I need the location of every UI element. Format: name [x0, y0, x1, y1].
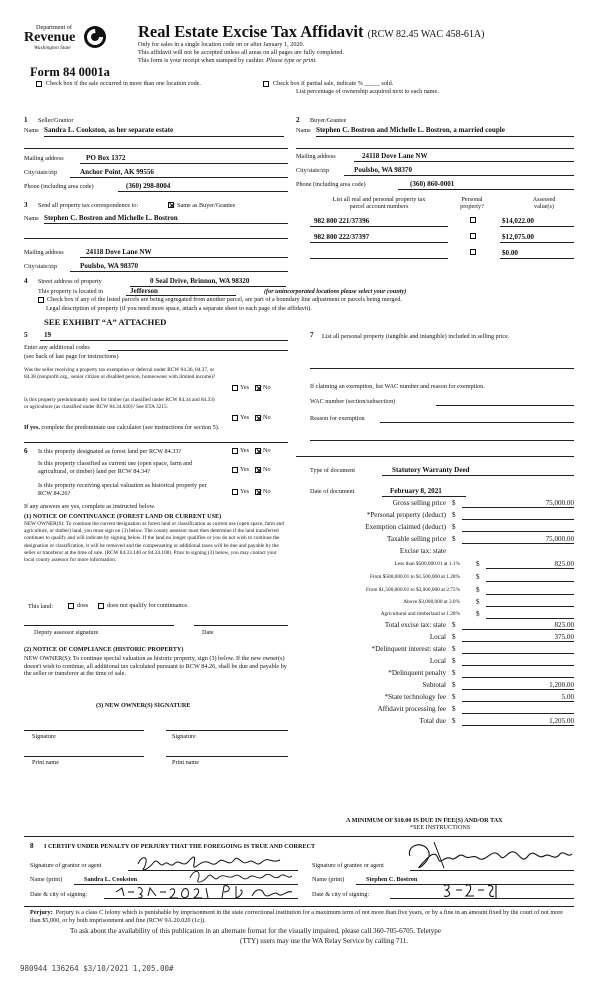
buyer-mail-label: Mailing address [296, 153, 336, 160]
subtotal-dollar-sign: $ [452, 681, 456, 689]
s3-city-label: City/state/zip [24, 263, 57, 270]
parcel-value-2[interactable]: $12,075.00 [502, 233, 534, 241]
grantee-name-print-field[interactable]: Stephen C. Bostron [366, 876, 418, 883]
s6-q1-no-checkbox[interactable] [255, 448, 261, 454]
personal-property-deduct-label: *Personal property (deduct) [366, 511, 446, 519]
s6-q2-yes-checkbox[interactable] [232, 467, 238, 473]
parcel-1-personal-checkbox[interactable] [470, 217, 476, 223]
multi-location-label: Check box if the sale occurred in more than one location code. [46, 80, 201, 87]
s6-question-2: Is this property classified as current use (open space, farm and agricultural, or timber) land per RCW 84.34? [38, 460, 193, 475]
delinquent-penalty-dollar-sign: $ [452, 669, 456, 677]
s5-enter-label: Enter any additional codes [24, 344, 90, 351]
state-technology-fee-value[interactable]: 5.00 [561, 693, 574, 701]
total-excise-state-dollar-sign: $ [452, 621, 456, 629]
parcel-value-3[interactable]: $0.00 [502, 249, 518, 257]
grantor-date-city-label: Date & city of signing: [30, 891, 88, 898]
s5-question-1: Was the seller receiving a property tax exemption or deferral under RCW 84.36, 84.37, or 84.38 (nonprofit org., senior citizen or disabled person, homeowner with limited income)? [24, 367, 216, 380]
taxable-selling-price-label: Taxable selling price [387, 535, 446, 543]
affidavit-processing-fee-label: Affidavit processing fee [377, 705, 446, 713]
s6-q2-yes-label: Yes [240, 466, 250, 473]
total-excise-state-label: Total excise tax: state [384, 621, 446, 629]
sub-line-2: This affidavit will not be accepted unless all areas on all pages are fully completed. [138, 49, 344, 56]
s3-same-label: Same as Buyer/Grantee [177, 202, 236, 209]
tier-4-label: Above $3,000,000 at 3.0% [403, 599, 460, 605]
s6-instruction: If any answers are yes, complete as instructed below. [24, 503, 156, 510]
form-number: Form 84 0001a [30, 65, 110, 79]
s5-q1-yes-checkbox[interactable] [232, 385, 238, 391]
parcel-number-2[interactable]: 982 800 222/37397 [314, 233, 370, 241]
s6-q1-no-label: No [263, 447, 271, 454]
grantee-name-print-label: Name (print) [312, 876, 345, 883]
seller-phone-label: Phone (including area code) [24, 183, 94, 190]
parcel-value-1[interactable]: $14,022.00 [502, 217, 534, 225]
tier-3-dollar-sign: $ [476, 586, 480, 594]
s3-same-checkbox[interactable] [168, 202, 174, 208]
parcel-col-1-head: List all real and personal property tax parcel account numbers [332, 196, 426, 210]
s7-exempt-claim-label: If claiming an exemption, list WAC number and reason for exemption. [310, 383, 485, 390]
s6-question-1: Is this property designated as forest land per RCW 84.33? [38, 448, 182, 455]
owner-signature-2-label: Signature [172, 733, 196, 740]
minimum-due-text: A MINIMUM OF $10.00 IS DUE IN FEE(S) AND/OR TAX [346, 817, 503, 824]
s4-street-label: Street address of property [38, 278, 102, 285]
doc-date-label: Date of document [310, 488, 355, 495]
s6-q2-no-checkbox[interactable] [255, 467, 261, 473]
buyer-city-field[interactable]: Poulsbo, WA 98370 [354, 166, 413, 174]
seller-mail-field[interactable]: PO Box 1372 [86, 154, 126, 162]
dept-line-3: Washington State [34, 45, 71, 51]
s6-notice-1-text: NEW OWNER(S): To continue the current designation as forest land or classification as current use (open space, farm and agriculture, or timber) land, you must sign on (3) below. The county assessor must then determine if the land transferred continues to qualify and will indicate by signing below. If the land no longer qualifies or you do not wish to continue the designation or classification, it will be removed and the compensating or additional taxes will be due and payable by the seller or transferor at the time of sale. (RCW 84.33.140 or 84.34.108). Prior to signing (3) below, you may contact your local county assessor for more information. [24, 521, 284, 564]
s5-if-yes: If yes, complete the predominate use calculator (see instructions for section 5). [24, 424, 220, 431]
tier-5-label: Agricultural and timberland at 1.28% [380, 611, 460, 617]
s6-notice-1-heading: (1) NOTICE OF CONTINUANCE (FOREST LAND OR CURRENT USE) [24, 513, 222, 520]
state-technology-fee-label: *State technology fee [384, 693, 446, 701]
grantor-name-print-label: Name (print) [30, 876, 63, 883]
grantor-signature-label: Signature of grantor or agent [30, 862, 102, 869]
s4-exhibit-text: SEE EXHIBIT “A” ATTACHED [44, 317, 167, 327]
s7-text: List all personal property (tangible and intangible) included in selling price. [322, 333, 510, 340]
parcel-col-2-head: Personal property? [460, 196, 484, 210]
tier-1-label: Less than $500,000.01 at 1.1% [394, 561, 460, 567]
grantee-date-handwriting[interactable] [440, 880, 500, 900]
s3-mail-label: Mailing address [24, 249, 64, 256]
grantee-signature[interactable] [404, 838, 574, 878]
sub-line-3: This form is your receipt when stamped by cashier. Please type or print. [138, 57, 317, 64]
buyer-phone-label: Phone (including area code) [296, 181, 366, 188]
s5-section-number: 5 [24, 331, 28, 339]
s5-q2-no-checkbox[interactable] [255, 415, 261, 421]
s4-section-number: 4 [24, 277, 28, 285]
parcel-3-personal-checkbox[interactable] [470, 249, 476, 255]
s3-text: Send all property tax correspondence to: [38, 202, 139, 209]
page-title: Real Estate Excise Tax Affidavit (RCW 82.45 WAC 458-61A) [138, 22, 485, 41]
s5-q2-no-label: No [263, 414, 271, 421]
cashier-receipt-stamp: 980944 136264 $3/10/2021 1,205.00# [20, 964, 174, 973]
s6-q3-no-label: No [263, 488, 271, 495]
s3-name-label: Name [24, 215, 39, 222]
s4-located-label: This property is located in [38, 288, 103, 295]
alternate-format-line-2: (TTY) users may use the WA Relay Service by calling 711. [240, 937, 409, 945]
tier-3-label: From $1,500,000.01 to $3,000,000 at 2.75% [365, 587, 460, 593]
s3-section-number: 3 [24, 201, 28, 209]
s4-segregated-label: Check box if any of the listed parcels are being segregated from another parcel, are part of a boundary line adjustment or parcels being merged. [47, 296, 402, 303]
parcel-2-personal-checkbox[interactable] [470, 233, 476, 239]
seller-mail-label: Mailing address [24, 155, 64, 162]
owner-print-1-label: Print name [32, 759, 59, 766]
tier-1-dollar-sign: $ [476, 560, 480, 568]
s3-name-field[interactable]: Stephen C. Bostron and Michelle L. Bostron [44, 214, 178, 222]
buyer-name-field[interactable]: Stephen C. Bostron and Michelle L. Bostron, a married couple [316, 126, 505, 134]
perjury-notice: Perjury: Perjury is a class C felony which is punishable by imprisonment in the state correctional institution for a maximum term of not more than five years, or by a fine in an amount fixed by the court of not more than $5,000, or by both imprisonment and fine (RCW 9A.20.020 (1c)). [30, 909, 564, 924]
buyer-name-label: Name [296, 127, 311, 134]
s3-mail-field[interactable]: 24118 Dove Lane NW [86, 248, 152, 256]
buyer-city-label: City/state/zip [296, 167, 329, 174]
partial-sale-label: Check box if partial sale, indicate % _____ sold. [273, 80, 394, 87]
grantee-signature-label: Signature of grantee or agent [312, 862, 384, 869]
tier-1-value[interactable]: 825.00 [554, 560, 574, 568]
s6-question-3: Is this property receiving special valuation as historical property per RCW 84.26? [38, 482, 207, 497]
dept-line-1: Department of [36, 24, 72, 31]
s7-section-number: 7 [310, 331, 314, 339]
s7-reason-label: Reason for exemption [310, 415, 365, 422]
excise-local-value[interactable]: 375.00 [554, 633, 574, 641]
s6-q1-yes-label: Yes [240, 447, 250, 454]
s6-notice-3-heading: (3) NEW OWNER(S) SIGNATURE [96, 702, 191, 709]
s6-section-number: 6 [24, 447, 28, 455]
personal-property-deduct-dollar-sign: $ [452, 511, 456, 519]
grantor-date-city-handwriting[interactable] [112, 882, 298, 900]
seller-heading: Seller/Grantor [38, 117, 74, 124]
affidavit-processing-fee-dollar-sign: $ [452, 705, 456, 713]
s6-q3-no-checkbox[interactable] [255, 489, 261, 495]
s4-county-field[interactable]: Jefferson [130, 287, 158, 295]
seller-phone-field[interactable]: (360) 298-8004 [126, 182, 171, 190]
buyer-section-number: 2 [296, 116, 300, 124]
s5-q2-yes-label: Yes [240, 414, 250, 421]
excise-local-label: Local [429, 633, 446, 641]
exemption-claimed-deduct-dollar-sign: $ [452, 523, 456, 531]
s6-q3-yes-checkbox[interactable] [232, 489, 238, 495]
s5-q1-yes-label: Yes [240, 384, 250, 391]
delinquent-interest-state-label: *Delinquent interest: state [371, 645, 446, 653]
s6-q1-yes-checkbox[interactable] [232, 448, 238, 454]
excise-tax-state-label: Excise tax: state [399, 547, 446, 555]
s6-does-label: does [77, 602, 89, 609]
tier-5-dollar-sign: $ [476, 610, 480, 618]
alternate-format-line-1: To ask about the availability of this publication in an alternate format for the visually impaired, please call 360-705-6705. Teletype [70, 927, 441, 935]
subtotal-value[interactable]: 1,200.00 [549, 681, 574, 689]
buyer-heading: Buyer/Grantee [310, 117, 347, 124]
s6-q2-no-label: No [263, 466, 271, 473]
buyer-phone-field[interactable]: (360) 860-0001 [410, 180, 455, 188]
s5-q1-no-checkbox[interactable] [255, 385, 261, 391]
s6-this-land-label: This land: [28, 603, 53, 610]
doc-type-label: Type of document [310, 467, 355, 474]
s6-notice-2-text: NEW OWNER(S): To continue special valuation as historic property, sign (3) below. If the new owner(s) doesn't wish to continue, all additional tax calculated pursuant to RCW 84.26, shall be due and payable by the seller or transferor at the time of sale. [24, 655, 287, 677]
s8-section-number: 8 [30, 842, 34, 850]
seller-city-field[interactable]: Anchor Point, AK 99556 [80, 168, 154, 176]
excise-local-dollar-sign: $ [452, 633, 456, 641]
s6-does-checkbox[interactable] [68, 603, 74, 609]
total-excise-state-value[interactable]: 825.00 [554, 621, 574, 629]
grantor-name-print-field[interactable]: Sandra L. Cookston [84, 876, 138, 883]
s5-q1-no-label: No [263, 384, 271, 391]
tier-2-dollar-sign: $ [476, 573, 480, 581]
s5-question-2: Is this property predominantly used for timber (as classified under RCW 84.34 and 84.33) or agriculture (as classified under RCW 84.34.020)? See ETA 3215. [24, 397, 215, 410]
taxable-selling-price-dollar-sign: $ [452, 535, 456, 543]
s4-segregated-checkbox[interactable] [38, 297, 44, 303]
s6-does-not-checkbox[interactable] [98, 603, 104, 609]
partial-sale-checkbox[interactable] [263, 81, 269, 87]
deputy-signature-label: Deputy assessor signature [34, 629, 99, 636]
s4-county-note: (for unincorporated locations please select your county) [264, 288, 407, 295]
sub-line-1: Only for sales in a single location code on or after January 1, 2020. [138, 41, 305, 48]
see-instructions-text: *SEE INSTRUCTIONS [410, 824, 471, 831]
owner-signature-1-label: Signature [32, 733, 56, 740]
buyer-mail-field[interactable]: 24118 Dove Lane NW [362, 152, 428, 160]
gross-selling-price-value[interactable]: 75,000.00 [545, 499, 574, 507]
seller-section-number: 1 [24, 116, 28, 124]
seller-name-label: Name [24, 127, 39, 134]
s6-q3-yes-label: Yes [240, 488, 250, 495]
s4-legal-label: Legal description of property (if you need more space, attach a separate sheet to each page of the affidavit). [46, 305, 312, 312]
total-due-value[interactable]: 1,205.00 [549, 717, 574, 725]
taxable-selling-price-value[interactable]: 75,000.00 [545, 535, 574, 543]
partial-sale-note: List percentage of ownership acquired next to each name. [296, 88, 439, 95]
delinquent-interest-local-dollar-sign: $ [452, 657, 456, 665]
grantee-date-city-label: Date & city of signing: [312, 891, 370, 898]
doc-type-field[interactable]: Statutory Warranty Deed [392, 466, 470, 474]
s7-wac-label: WAC number (section/subsection) [310, 398, 396, 405]
dept-logo-text: Revenue [24, 30, 76, 45]
s6-does-not-label: does not qualify for continuance. [107, 602, 189, 609]
multi-location-checkbox[interactable] [36, 81, 42, 87]
s4-street-field[interactable]: 0 Seal Drive, Brinnon, WA 98320 [150, 277, 250, 285]
gross-selling-price-label: Gross selling price [392, 499, 446, 507]
dor-logo-icon [82, 24, 108, 50]
s6-notice-2-heading: (2) NOTICE OF COMPLIANCE (HISTORIC PROPERTY) [24, 646, 184, 653]
total-due-label: Total due [419, 717, 446, 725]
parcel-number-1[interactable]: 982 800 221/37396 [314, 217, 370, 225]
seller-name-field[interactable]: Sandra L. Cookston, as her separate estate [44, 126, 174, 134]
s5-code-field[interactable]: 19 [44, 331, 52, 339]
doc-date-field[interactable]: February 8, 2021 [390, 487, 442, 495]
owner-print-2-label: Print name [172, 759, 199, 766]
delinquent-interest-local-label: Local [429, 657, 446, 665]
s5-q2-yes-checkbox[interactable] [232, 415, 238, 421]
s8-certify: I CERTIFY UNDER PENALTY OF PERJURY THAT THE FOREGOING IS TRUE AND CORRECT [44, 843, 316, 850]
seller-city-label: City/state/zip [24, 169, 57, 176]
subtotal-label: Subtotal [422, 681, 446, 689]
total-due-dollar-sign: $ [452, 717, 456, 725]
delinquent-interest-state-dollar-sign: $ [452, 645, 456, 653]
tier-4-dollar-sign: $ [476, 598, 480, 606]
state-technology-fee-dollar-sign: $ [452, 693, 456, 701]
deputy-date-label: Date [202, 629, 214, 636]
gross-selling-price-dollar-sign: $ [452, 499, 456, 507]
s3-city-field[interactable]: Poulsbo, WA 98370 [80, 262, 139, 270]
parcel-col-3-head: Assessed value(s) [532, 196, 556, 210]
delinquent-penalty-label: *Delinquent penalty [388, 669, 446, 677]
tier-2-label: From $500,000.01 to $1,500,000 at 1.28% [369, 574, 460, 580]
exemption-claimed-deduct-label: Exemption claimed (deduct) [365, 523, 446, 531]
s5-see-label: (see back of last page for instructions) [24, 353, 119, 360]
